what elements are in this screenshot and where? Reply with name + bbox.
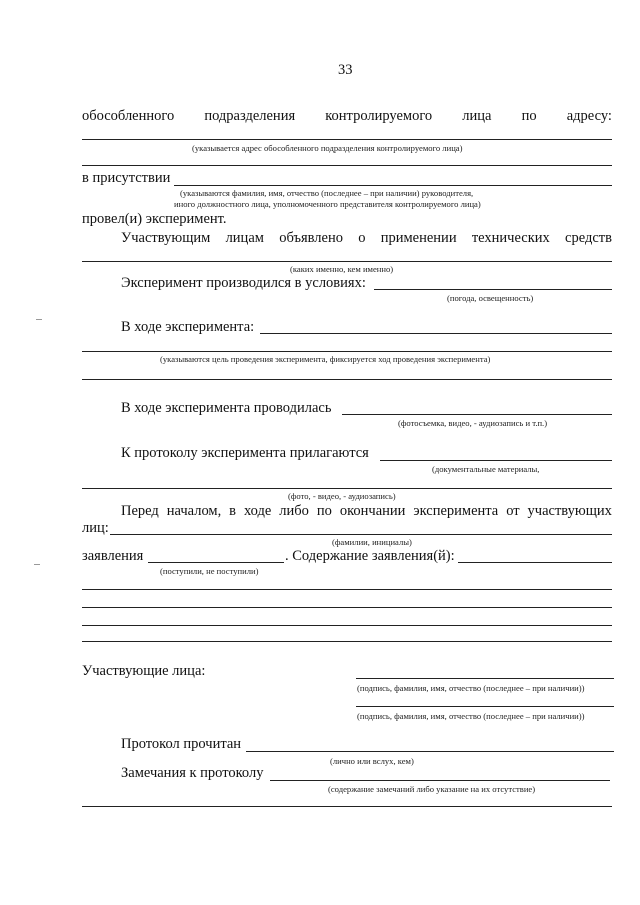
experiment-done-text: провел(и) эксперимент. (82, 211, 227, 227)
address-word: по (521, 108, 537, 124)
course-line-2[interactable] (82, 351, 612, 352)
address-word: обособленного (82, 108, 175, 124)
read-label: Протокол прочитан (121, 736, 242, 752)
tech-word: объявлено (279, 230, 343, 246)
statements-status-line[interactable] (148, 562, 284, 563)
statements-line-4[interactable] (82, 625, 612, 626)
hint-address: (указывается адрес обособленного подразделения контролируемого лица) (192, 143, 463, 153)
hint-remarks: (содержание замечаний либо указание на их отсутствие) (328, 784, 536, 794)
persons-label: лиц: (82, 520, 109, 536)
hint-signature-2: (подпись, фамилия, имя, отчество (последнее – при наличии)) (357, 711, 585, 721)
hint-course: (указываются цель проведения эксперимента, фиксируется ход проведения эксперимента) (160, 354, 491, 364)
hint-attached-1: (документальные материалы, (432, 464, 540, 474)
before-word: окончании (339, 503, 406, 519)
tech-word: средств (565, 230, 612, 246)
page-number: 33 (338, 62, 353, 78)
before-word: от (506, 503, 520, 519)
address-row (82, 108, 612, 125)
course-line-3[interactable] (82, 379, 612, 380)
before-word: Перед (121, 503, 159, 519)
remarks-label: Замечания к протоколу (121, 765, 264, 781)
statements-line-5[interactable] (82, 641, 612, 642)
read-line[interactable] (246, 751, 614, 752)
statements-line-3[interactable] (82, 607, 612, 608)
tech-word: лицам (225, 230, 264, 246)
participants-label: Участвующие лица: (82, 663, 206, 679)
hint-presence-2: иного должностного лица, уполномоченного представителя контролируемого лица) (174, 199, 481, 209)
statements-content-line[interactable] (458, 562, 612, 563)
before-word: участвующих (527, 503, 612, 519)
statements-line-2[interactable] (82, 589, 612, 590)
remarks-line-2[interactable] (82, 806, 612, 807)
hint-signature-1: (подпись, фамилия, имя, отчество (последнее – при наличии)) (357, 683, 585, 693)
presence-line[interactable] (174, 185, 612, 186)
course-line[interactable] (260, 333, 612, 334)
tech-word: технических (471, 230, 550, 246)
attached-line-2[interactable] (82, 488, 612, 489)
tech-line[interactable] (82, 261, 612, 262)
attached-line[interactable] (380, 460, 612, 461)
course-label: В ходе эксперимента: (121, 319, 255, 335)
presence-label: в присутствии (82, 170, 171, 186)
address-line-2[interactable] (82, 165, 612, 166)
tech-row (121, 230, 612, 247)
tech-word: применении (380, 230, 457, 246)
before-word: эксперимента (413, 503, 499, 519)
before-word: ходе (243, 503, 272, 519)
before-row (121, 503, 612, 520)
signature-line-2[interactable] (356, 706, 614, 707)
address-line[interactable] (82, 139, 612, 140)
margin-scan-mark (36, 319, 42, 320)
remarks-line[interactable] (270, 780, 610, 781)
hint-recording: (фотосъемка, видео, - аудиозапись и т.п.) (398, 418, 548, 428)
before-word: по (316, 503, 332, 519)
before-word: в (229, 503, 237, 519)
tech-word: о (358, 230, 366, 246)
address-word: адресу: (566, 108, 612, 124)
statements-label: заявления (82, 548, 144, 564)
hint-presence-1: (указываются фамилия, имя, отчество (последнее – при наличии) руководителя, (180, 188, 474, 198)
persons-line[interactable] (110, 534, 612, 535)
before-word: началом, (166, 503, 222, 519)
margin-scan-mark (34, 564, 40, 565)
recording-label: В ходе эксперимента проводилась (121, 400, 332, 416)
address-word: лица (462, 108, 492, 124)
hint-tech: (каких именно, кем именно) (290, 264, 394, 274)
conditions-line[interactable] (374, 289, 612, 290)
hint-attached-2: (фото, - видео, - аудиозапись) (288, 491, 396, 501)
hint-statements: (поступили, не поступили) (160, 566, 259, 576)
hint-read: (лично или вслух, кем) (330, 756, 414, 766)
hint-conditions: (погода, освещенность) (447, 293, 534, 303)
address-word: подразделения (204, 108, 296, 124)
before-word: либо (279, 503, 309, 519)
attached-label: К протоколу эксперимента прилагаются (121, 445, 369, 461)
hint-persons: (фамилии, инициалы) (332, 537, 412, 547)
recording-line[interactable] (342, 414, 612, 415)
conditions-label: Эксперимент производился в условиях: (121, 275, 366, 291)
address-word: контролируемого (325, 108, 433, 124)
statements-content-label: . Содержание заявления(й): (285, 548, 455, 564)
signature-line-1[interactable] (356, 678, 614, 679)
tech-word: Участвующим (121, 230, 211, 246)
